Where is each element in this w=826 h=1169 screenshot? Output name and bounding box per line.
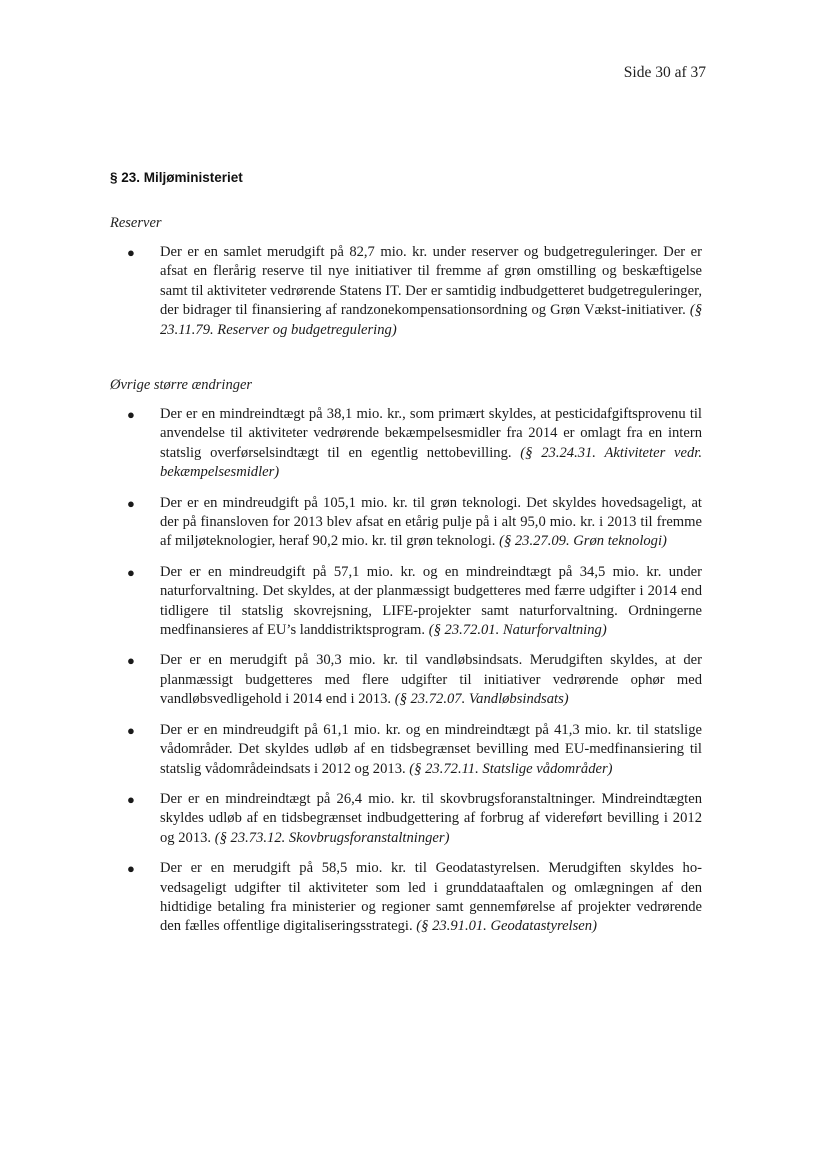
- bullet-icon: ●: [127, 564, 135, 580]
- item-reference: (§ 23.72.11. Statslige vådområder): [409, 760, 613, 777]
- bullet-icon: ●: [127, 791, 135, 807]
- item-text: Der er en merudgift på 30,3 mio. kr. til vandløbsindsats. Merudgiften skyldes, at der planmæssigt budgetteres med flere udgifter til initiativer vedrørende ophør med vandløbsvedligehold i 2014 end i 2013.: [160, 652, 702, 708]
- item-text: Der er en mindreudgift på 105,1 mio. kr. til grøn teknologi. Det skyldes hovedsageligt, at der på finansloven for 2013 blev afsat en etårig pulje på i alt 95,0 mio. kr. i 2013 til fremme af miljøteknologier, heraf 90,2 mio. kr. til grøn teknologi.: [160, 494, 702, 550]
- section-title: § 23. Miljøministeriet: [110, 170, 243, 185]
- item-text: Der er en samlet merudgift på 82,7 mio. kr. under reserver og budgetreguleringer. Der er afsat en flerårig reserve til nye initiativer til fremme af grøn omstilling og beskæftigelse samt til aktiviteter vedrørende Statens IT. Der er samtidig indbudgetteret budgetreguleringer, der bidrager til finansiering af randzonekompensationsordning og Grøn Vækst-initiativer.: [160, 244, 702, 319]
- list-item: [110, 721, 702, 779]
- item-reference: (§ 23.72.01. Naturforvaltning): [428, 622, 607, 639]
- bullet-icon: ●: [127, 245, 135, 260]
- list-item: [110, 790, 702, 848]
- item-reference: (§ 23.73.12. Skovbrugsforanstaltninger): [214, 829, 450, 846]
- bullet-icon: ●: [127, 861, 135, 877]
- item-reference: (§ 23.27.09. Grøn teknologi): [499, 533, 667, 550]
- list-item: [110, 494, 702, 552]
- item-reference: (§ 23.11.79. Reserver og budgetregulering): [160, 302, 702, 338]
- reserver-list: [110, 243, 702, 351]
- bullet-icon: ●: [127, 722, 135, 738]
- item-text: Der er en merudgift på 58,5 mio. kr. til Geodatastyrelsen. Merudgiften skyldes hovedsageligt udgifter til aktiviteter som led i grunddataaftalen og omlægningen af den hidtidige betaling fra ministerier og regioner samt gennemførelse af projekter vedrørende den fælles offentlige digitaliseringsstrategi.: [160, 860, 702, 935]
- list-item: [110, 651, 702, 709]
- item-text: Der er en mindreindtægt på 26,4 mio. kr. til skovbrugsforanstaltninger. Mindreindtægten skyldes udløb af en tidsbegrænset indbudgettering af forbrug af videreført bevilling i 2012 og 2013.: [160, 790, 702, 846]
- ovrige-list: [110, 405, 702, 948]
- subheading-reserver: Reserver: [110, 215, 162, 231]
- list-item: [110, 243, 702, 340]
- subheading-ovrige: Øvrige større ændringer: [110, 377, 253, 393]
- item-reference: (§ 23.91.01. Geodatastyrelsen): [416, 918, 597, 935]
- list-item: [110, 859, 702, 937]
- page-number: Side 30 af 37: [623, 64, 706, 81]
- bullet-icon: ●: [127, 653, 135, 669]
- item-reference: (§ 23.72.07. Vandløbsindsats): [394, 691, 569, 708]
- bullet-icon: ●: [127, 495, 135, 511]
- bullet-icon: ●: [127, 407, 135, 422]
- item-text: Der er en mindreudgift på 61,1 mio. kr. og en mindreindtægt på 41,3 mio. kr. til statslige vådområder. Det skyldes udløb af en tidsbegrænset bevilling med EU-medfinansiering til statslig vådområdeindsats i 2012 og 2013.: [160, 721, 702, 777]
- list-item: [110, 405, 702, 483]
- list-item: [110, 563, 702, 641]
- item-text: Der er en mindreindtægt på 38,1 mio. kr., som primært skyldes, at pesticidafgiftsprovenu til anvendelse til aktiviteter vedrørende bekæmpelsesmidler fra 2014 er omlagt fra en intern statslig overførselsindtægt til en egentlig nettobevilling.: [160, 406, 702, 461]
- item-text: Der er en mindreudgift på 57,1 mio. kr. og en mindreindtægt på 34,5 mio. kr. under naturforvaltning. Det skyldes, at der planmæssigt budgetteres med færre udgifter i 2014 end tidligere til statslig skovrejsning, LIFE-projekter samt naturforvaltning. Ordningerne medfinansieres af EU’s landdistriktsprogram.: [160, 563, 702, 639]
- item-reference: (§ 23.24.31. Aktiviteter vedr. bekæmpelsesmidler): [160, 444, 702, 481]
